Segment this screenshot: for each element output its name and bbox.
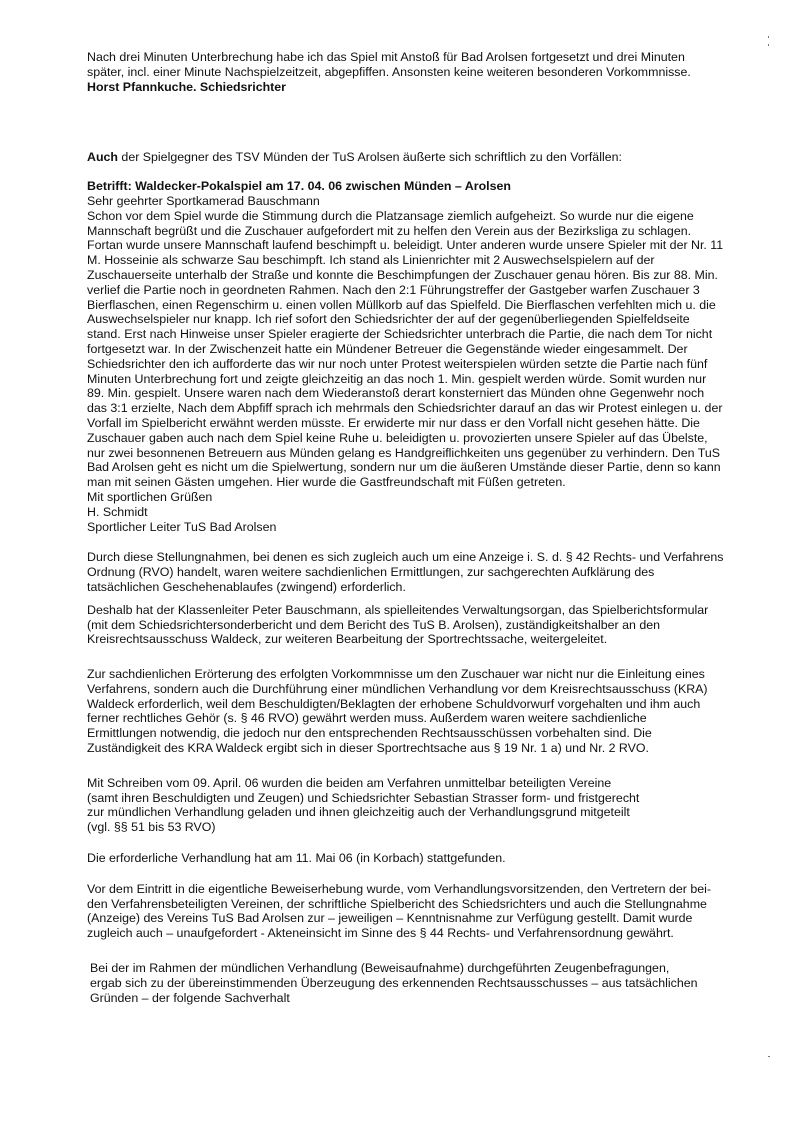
text-line: Zuständigkeit des KRA Waldeck ergibt sich in dieser Sportrechtsache aus § 19 Nr. 1 a) und Nr. 2 RVO. (87, 741, 649, 756)
intro-rest: der Spielgegner des TSV Münden der TuS Arolsen äußerte sich schriftlich zu den Vorfällen: (117, 150, 622, 165)
paragraph-notice (87, 550, 779, 594)
scan-speck (768, 44, 769, 46)
text-line: (mit dem Schiedsrichtersonderbericht und dem Bericht des TuS B. Arolsen), zuständigkeitshalber an den (87, 617, 661, 632)
text-line: zur mündlichen Verhandlung geladen und ihnen gleichzeitig auch der Verhandlungsgrund mitgeteilt (87, 805, 630, 820)
text-line: ergab sich zu der übereinstimmenden Überzeugung des erkennenden Rechtsausschusses – aus tatsächlichen (90, 975, 698, 990)
paragraph-hearing-date (87, 851, 779, 866)
text-line: Mit Schreiben vom 09. April. 06 wurden die beiden am Verfahren unmittelbar beteiligten Vereine (87, 775, 612, 790)
letter-subject: Betrifft: Waldecker-Pokalspiel am 17. 04. 06 zwischen Münden – Arolsen (87, 179, 511, 194)
letter-closing: Mit sportlichen Grüßen (87, 489, 213, 504)
text-line: M. Hosseinie als schwarze Sau beschimpft. Ich stand als Linienrichter mit 2 Auswechselspielern auf der (87, 253, 655, 268)
text-line: Bad Arolsen geht es nicht um die Spielwertung, sondern nur um die äußeren Umstände dieser Partie, denn so kann (87, 460, 721, 475)
paragraph-hearing-reason (87, 667, 779, 756)
scan-speck (768, 36, 769, 38)
text-line: zugleich auch – unaufgefordert - Akteneinsicht im Sinne des § 44 Rechts- und Verfahrensordnung gewährt. (87, 926, 674, 941)
text-line: den Verfahrensbeteiligten Vereinen, der schriftliche Spielbericht des Schiedsrichters und auch die Stellungnahme (87, 896, 707, 911)
text-line: Minuten Unterbrechung fort und zeigte gleichzeitig an das noch 1. Min. gespielt werden würde. Somit wurden nur (87, 371, 707, 386)
text-line: Vor dem Eintritt in die eigentliche Beweiserhebung wurde, vom Verhandlungsvorsitzenden, den Vertretern der bei- (87, 881, 712, 896)
text-line: fortgesetzt war. In der Zwischenzeit hatte ein Mündener Betreuer die Gegenstände wieder eingesammelt. Der (87, 341, 688, 356)
text-line: Ordnung (RVO) handelt, waren weitere sachdienlichen Ermittlungen, zur sachgerechten Aufklärung des (87, 565, 655, 580)
text-line: später, incl. einer Minute Nachspielzeitzeit, abgepfiffen. Ansonsten keine weiteren besonderen Vorkommnisse. (87, 64, 691, 79)
text-line: tatsächlichen Geschehenablaufes (zwingend) erforderlich. (87, 579, 406, 594)
document-page (87, 50, 779, 1110)
text-line: 89. Min. gespielt. Unsere waren nach dem Wiederanstoß derart konsterniert das Münden ohne Gegenwehr noch (87, 386, 705, 401)
intro-lead: Auch (87, 150, 118, 165)
text-line: Gründen – der folgende Sachverhalt (90, 990, 290, 1005)
letter-signer-title: Sportlicher Leiter TuS Bad Arolsen (87, 519, 277, 534)
referee-report (87, 50, 779, 94)
text-line: Zuschauer gaben auch nach dem Spiel keine Ruhe u. beleidigten u. provozierten unsere Spieler auf das Übelste, (87, 430, 708, 445)
referee-signature: Horst Pfannkuche. Schiedsrichter (87, 79, 286, 94)
letter (87, 179, 779, 534)
text-line: das 3:1 erzielte, Nach dem Abpfiff sprach ich mehrmals den Schiedsrichter darauf an das wir Protest einlegen u. der (87, 401, 723, 416)
text-line: Zuschauerseite unterhalb der Straße und konnte die Beschimpfungen der Zuschauer genau hören. Bis zur 88. Min. (87, 267, 718, 282)
letter-salutation: Sehr geehrter Sportkamerad Bauschmann (87, 193, 320, 208)
text-line: verlief die Partie noch in geordneten Rahmen. Nach den 2:1 Führungstreffer der Gastgeber warfen Zuschauer 3 (87, 282, 700, 297)
text-line: Schon vor dem Spiel wurde die Stimmung durch die Platzansage ziemlich aufgeheizt. So wurde nur die eigene (87, 208, 694, 223)
text-line: Vorfall im Spielbericht erwähnt werden müsste. Er erwiderte mir nur dass er den Vorfall nicht gesehen hätte. Die (87, 415, 700, 430)
text-line: Ermittlungen notwendig, die jedoch nur den entsprechenden Rechtsausschüssen vorbehalten sind. Die (87, 726, 652, 741)
text-line: Deshalb hat der Klassenleiter Peter Bauschmann, als spielleitendes Verwaltungsorgan, das Spielberichtsformular (87, 602, 709, 617)
text-line: stand. Erst nach Hinweise unser Spieler eragierte der Schiedsrichter unterbrach die Partie, die nach dem Tor nicht (87, 327, 713, 342)
text-line: Fortan wurde unsere Mannschaft laufend beschimpft u. beleidigt. Unter anderen wurde unsere Spieler mit der Nr. 11 (87, 238, 724, 253)
text-line: man mit seinen Gästen umgehen. Hier wurde die Gastfreundschaft mit Füßen getreten. (87, 475, 566, 490)
text-line: ferner rechtliches Gehör (s. § 46 RVO) gewährt werden muss. Außerdem waren weitere sachdienliche (87, 711, 647, 726)
text-line: Die erforderliche Verhandlung hat am 11. Mai 06 (in Korbach) stattgefunden. (87, 851, 506, 866)
text-line: Mannschaft begrüßt und die Zuschauer aufgefordert mit zu helfen den Verein aus der Bezirksliga zu schlagen. (87, 223, 692, 238)
text-line: Auswechselspieler nur knapp. Ich rief sofort den Schiedsrichter der auf der gegenüberliegenden Spielfeldseite (87, 312, 690, 327)
paragraph-findings (87, 961, 779, 1005)
text-line: Nach drei Minuten Unterbrechung habe ich das Spiel mit Anstoß für Bad Arolsen fortgesetzt und drei Minuten (87, 50, 685, 64)
text-line: Bei der im Rahmen der mündlichen Verhandlung (Beweisaufnahme) durchgeführten Zeugenbefragungen, (90, 961, 670, 976)
text-line: (samt ihren Beschuldigten und Zeugen) und Schiedsrichter Sebastian Strasser form- und fristgerecht (87, 790, 640, 805)
text-line: nur zwei besonnenen Betreuern aus Münden gelang es Handgreiflichkeiten uns gegenüber zu verhindern. Den TuS (87, 445, 721, 460)
text-line: Zur sachdienlichen Erörterung des erfolgten Vorkommnisse um den Zuschauer war nicht nur die Einleitung eines (87, 667, 705, 682)
text-line: Schiedsrichter den ich aufforderte das wir nur noch unter Protest weiterspielen würden setzte die Partie nach fünf (87, 356, 708, 371)
text-line: Verfahrens, sondern auch die Durchführung einer mündlichen Verhandlung vor dem Kreisrechtsausschuss (KRA) (87, 681, 708, 696)
text-line: (Anzeige) des Vereins TuS Bad Arolsen zur – jeweiligen – Kenntnisnahme zur Verfügung gestellt. Damit wurde (87, 911, 693, 926)
text-line: Kreisrechtsausschuss Waldeck, zur weiteren Bearbeitung der Sportrechtssache, weitergeleitet. (87, 632, 608, 647)
paragraph-file-access (87, 882, 779, 941)
paragraph-forwarding (87, 603, 779, 647)
intro-sentence (87, 150, 779, 165)
text-line: Durch diese Stellungnahmen, bei denen es sich zugleich auch um eine Anzeige i. S. d. § 42 Rechts- und Verfahrens (87, 550, 724, 565)
text-line: Bierflaschen, einen Regenschirm u. einen vollen Müllkorb auf das Spielfeld. Die Bierflaschen verfehlten mich u. die (87, 297, 716, 312)
letter-signer: H. Schmidt (87, 504, 148, 519)
scan-speck (768, 1056, 770, 1057)
paragraph-summons (87, 776, 779, 835)
text-line: (vgl. §§ 51 bis 53 RVO) (87, 820, 216, 835)
text-line: Waldeck erforderlich, weil dem Beschuldigten/Beklagten der erhobene Schuldvorwurf vorgehalten und ihm auch (87, 696, 701, 711)
